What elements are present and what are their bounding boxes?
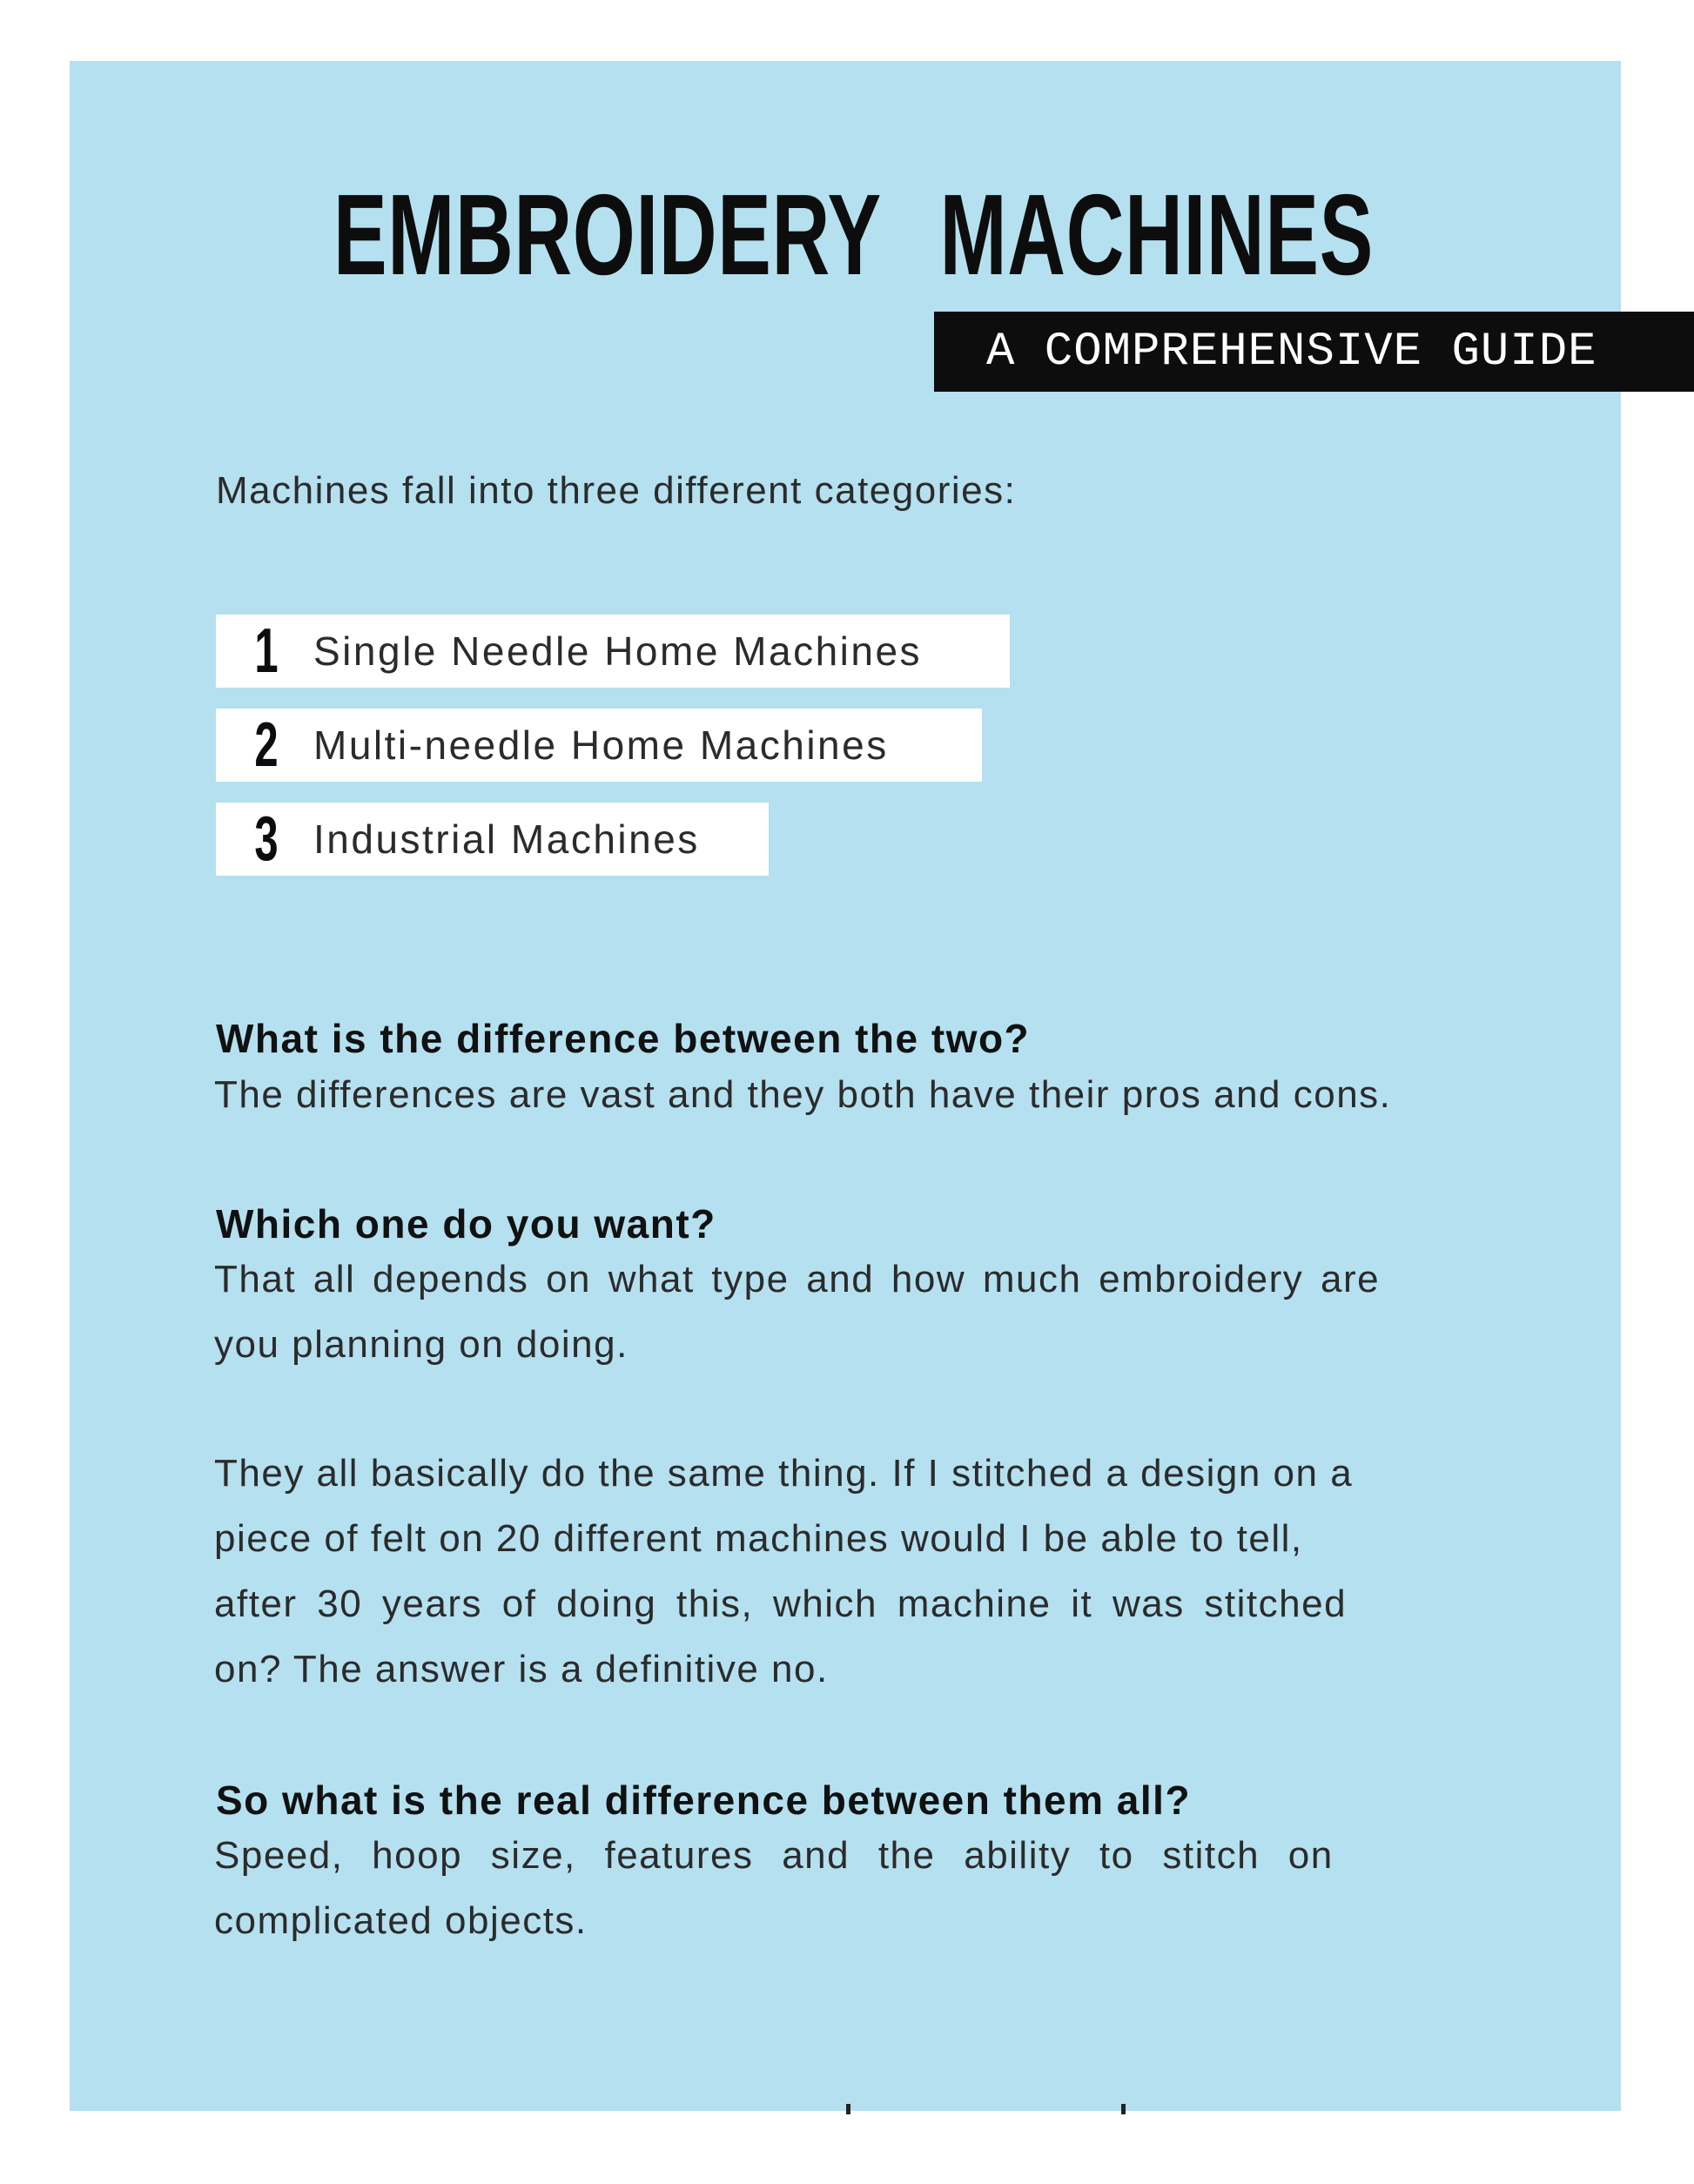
body-line: Speed, hoop size, features and the ability to stitch on (214, 1834, 1334, 1877)
category-number: 2 (254, 710, 279, 780)
crop-mark (1121, 2104, 1126, 2114)
body-line: on? The answer is a definitive no. (214, 1648, 829, 1690)
subtitle-banner-text: A COMPREHENSIVE GUIDE (986, 325, 1597, 379)
body-line: after 30 years of doing this, which machine it was stitched (214, 1583, 1348, 1625)
section-heading: What is the difference between the two? (216, 1016, 1031, 1061)
section-heading: Which one do you want? (216, 1201, 716, 1247)
category-bar-1 (216, 615, 1010, 688)
category-number: 1 (254, 616, 279, 686)
body-line: The differences are vast and they both have their pros and cons. (214, 1073, 1392, 1116)
category-label: Multi-needle Home Machines (313, 722, 889, 768)
body-line: They all basically do the same thing. If I stitched a design on a (214, 1452, 1354, 1495)
body-line: That all depends on what type and how much embroidery are (214, 1258, 1381, 1300)
section-heading: So what is the real difference between them all? (216, 1777, 1192, 1823)
body-line: complicated objects. (214, 1899, 588, 1942)
category-label: Industrial Machines (313, 816, 700, 862)
subtitle-banner (934, 312, 1694, 392)
category-label: Single Needle Home Machines (313, 628, 923, 674)
category-bar-3 (216, 803, 769, 876)
crop-mark (846, 2104, 850, 2114)
body-line: you planning on doing. (214, 1323, 629, 1366)
intro-line: Machines fall into three different categories: (216, 469, 1017, 512)
body-line: piece of felt on 20 different machines would I be able to tell, (214, 1517, 1303, 1560)
page-title: EMBROIDERY MACHINES (333, 171, 1375, 299)
category-number: 3 (254, 804, 279, 874)
category-bar-2 (216, 709, 982, 782)
